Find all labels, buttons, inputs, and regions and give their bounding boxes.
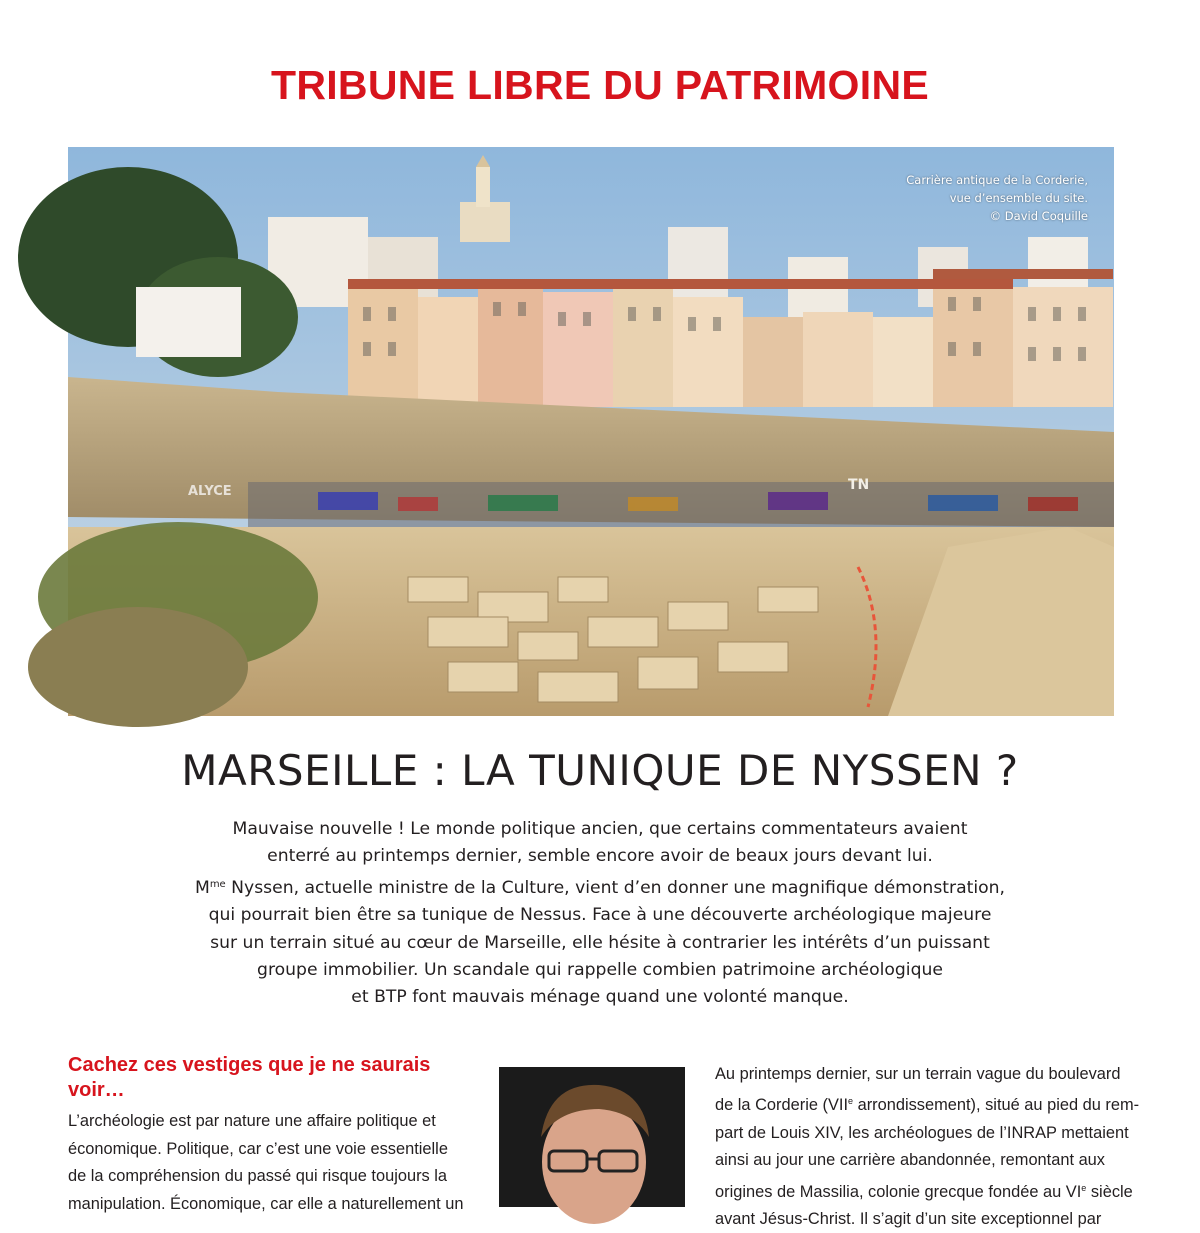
body-line: avant Jésus-Christ. Il s’agit d’un site exceptionnel par [715, 1210, 1102, 1229]
body-line: part de Louis XIV, les archéologues de l’INRAP mettaient [715, 1123, 1129, 1142]
body-line [715, 1175, 1133, 1206]
photo-credit: © David Coquille [989, 209, 1088, 223]
lead-superscript: me [209, 878, 226, 890]
site-photo-illustration [68, 147, 1114, 716]
body-line: Au printemps dernier, sur un terrain vague du boulevard [715, 1065, 1121, 1083]
graffiti-alyce: ALYCE [188, 484, 232, 499]
body-text: origines de Massilia, colonie grecque fondée au VI [715, 1182, 1082, 1201]
body-line: manipulation. Économique, car elle a naturellement un [68, 1194, 464, 1213]
lead-line: Mauvaise nouvelle ! Le monde politique ancien, que certains commentateurs avaient [232, 819, 968, 839]
left-column-text [68, 1108, 468, 1218]
photo-caption-line: vue d’ensemble du site. [949, 191, 1088, 205]
body-text: siècle [1086, 1182, 1133, 1201]
body-text: arrondissement), situé au pied du rem- [853, 1096, 1140, 1115]
body-superscript: e [1081, 1182, 1087, 1193]
lead-line: enterré au printemps dernier, semble encore avoir de beaux jours devant lui. [267, 846, 933, 867]
lead-line: groupe immobilier. Un scandale qui rappelle combien patrimoine archéologique [257, 960, 943, 981]
body-superscript: e [848, 1096, 854, 1107]
right-column-text [715, 1061, 1140, 1233]
body-line: économique. Politique, car c’est une voie essentielle [68, 1139, 448, 1158]
body-line [715, 1088, 1140, 1119]
site-photo [68, 147, 1114, 716]
section-title: TRIBUNE LIBRE DU PATRIMOINE [270, 62, 929, 108]
article-lead [150, 816, 1050, 1012]
body-line: L’archéologie est par nature une affaire politique et [68, 1112, 436, 1130]
body-line: ainsi au jour une carrière abandonnée, remontant aux [715, 1151, 1105, 1170]
author-portrait-illustration [499, 1067, 685, 1207]
body-text: de la Corderie (VII [715, 1096, 849, 1115]
lead-line [150, 871, 1050, 902]
article-headline: MARSEILLE : LA TUNIQUE DE NYSSEN ? [181, 746, 1019, 795]
lead-text: M [194, 877, 210, 898]
photo-caption [906, 171, 1088, 225]
lead-line: et BTP font mauvais ménage quand une volonté manque. [351, 987, 849, 1008]
photo-caption-line: Carrière antique de la Corderie, [906, 173, 1088, 187]
lead-line: sur un terrain situé au cœur de Marseille, elle hésite à contrarier les intérêts d’un puissant [210, 932, 990, 953]
lead-line: qui pourrait bien être sa tunique de Nessus. Face à une découverte archéologique majeure [208, 905, 992, 926]
section-subheading: Cachez ces vestiges que je ne saurais voir… [68, 1054, 431, 1101]
graffiti-tn: TN [848, 477, 870, 493]
body-line: de la compréhension du passé qui risque toujours la [68, 1167, 448, 1186]
author-portrait [499, 1067, 685, 1207]
lead-text: Nyssen, actuelle ministre de la Culture, vient d’en donner une magnifique démonstration, [225, 877, 1006, 898]
